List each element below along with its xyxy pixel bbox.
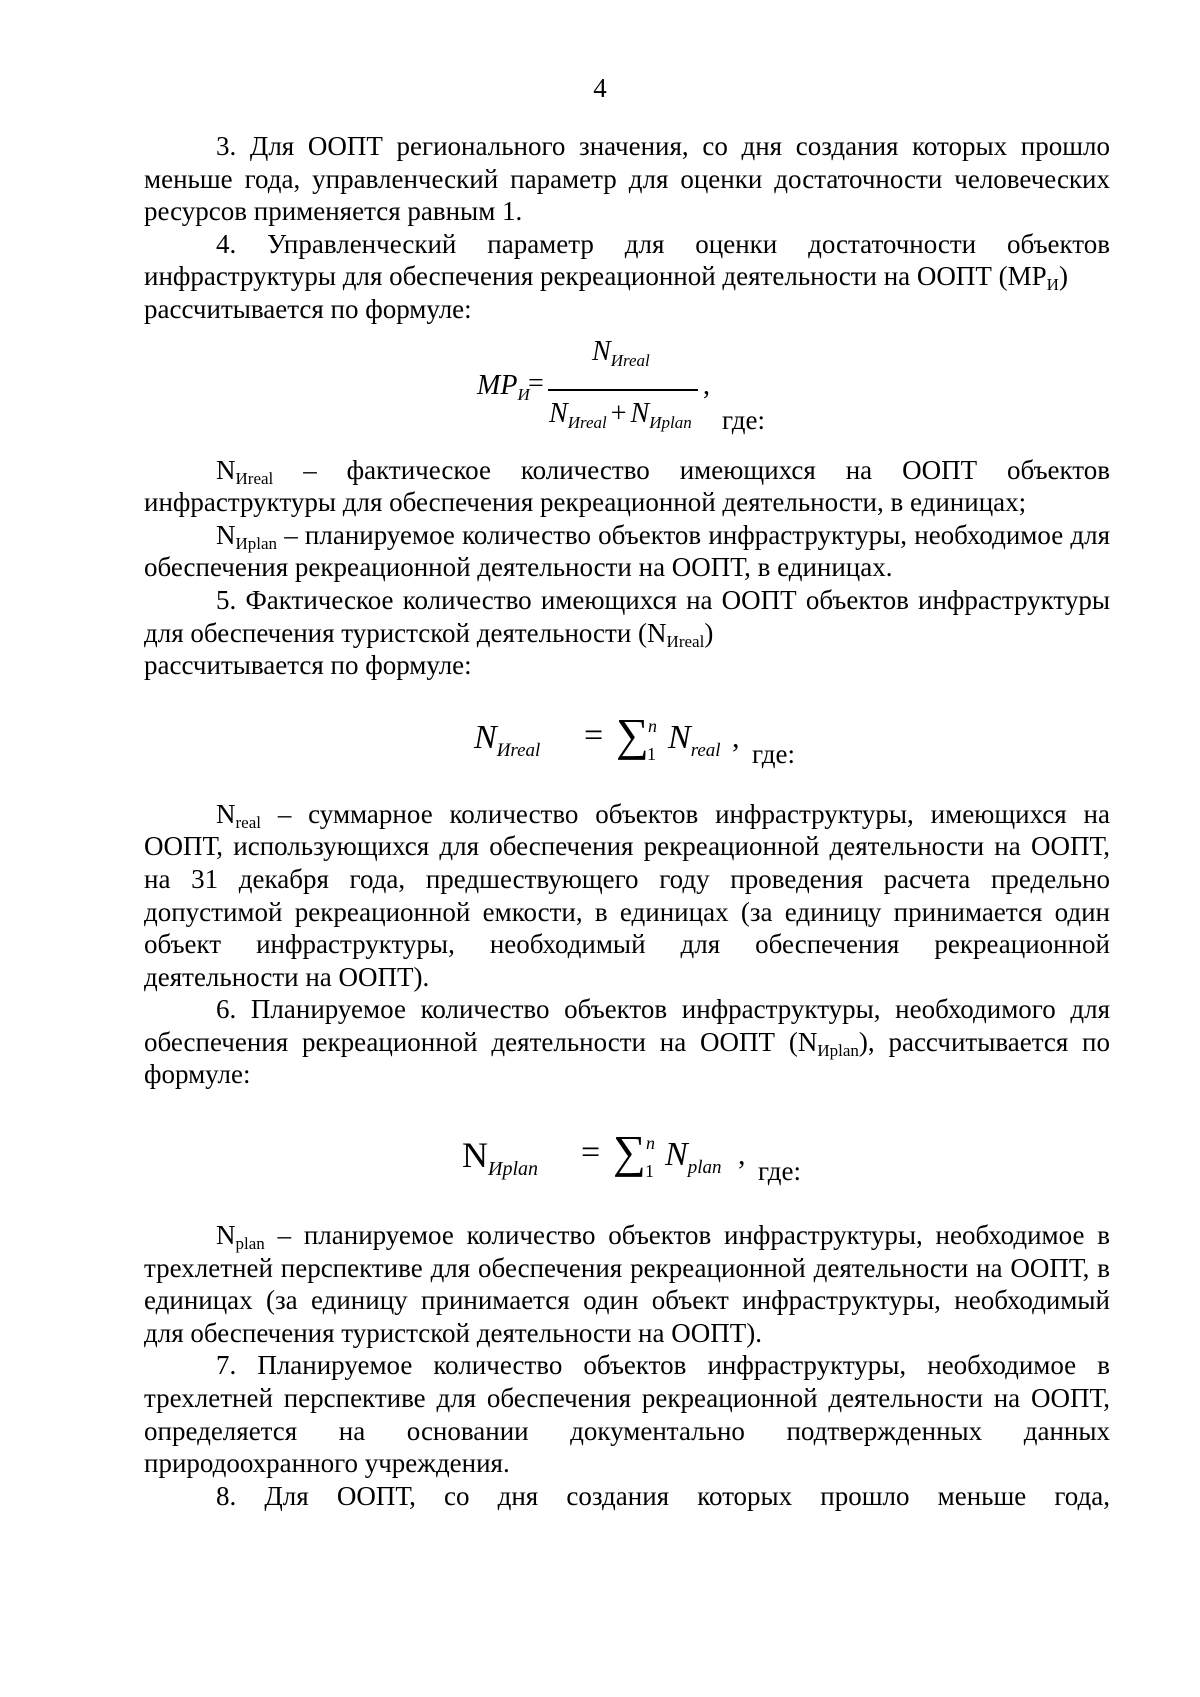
paragraph-4-sub: И [1046, 275, 1059, 295]
paragraph-6-tail: ), рассчитывается по формуле: [144, 1026, 1110, 1090]
formula-mp-i [144, 326, 1110, 454]
paragraph-5-tail: ) [704, 617, 714, 648]
definition-4-text: – планируемое количество объектов инфраструктуры, необходимое в трехлетней перспективе для обеспечения рекреационной деятельности на ООПТ, в единицах (за единицу принимается один объект инфраструктуры, необходимый для обеспечения туристской деятельности на ООПТ). [144, 1220, 1110, 1348]
formula-3-lhs-sub: Иplan [488, 1158, 538, 1181]
formula-2-lhs [474, 718, 541, 761]
formula-1-fraction-line [548, 389, 698, 391]
formula-3-rhs [665, 1136, 722, 1179]
formula-3-equals: = [581, 1134, 601, 1172]
paragraph-5-continuation: рассчитывается по формуле: [144, 650, 472, 681]
formula-3-upper: n [646, 1133, 655, 1154]
formula-1-denominator [549, 398, 692, 431]
formula-2-lhs-sub: Иreal [496, 739, 541, 761]
paragraph-6-sub: Иplan [817, 1040, 859, 1060]
formula-3-lhs [462, 1135, 538, 1181]
formula-2-sigma: ∑ [616, 708, 649, 760]
definition-1-text: – фактическое количество имеющихся на ООПТ объектов инфраструктуры для обеспечения рекреационной деятельности, в единицах; [144, 454, 1110, 518]
formula-1-den1-sub: Иreal [567, 412, 607, 432]
formula-1-lhs [477, 370, 530, 403]
formula-2-lhs-symbol: N [474, 718, 497, 756]
definition-n-plan [144, 1219, 1110, 1349]
formula-2-comma: , [732, 720, 740, 754]
formula-1-lhs-sub: И [517, 384, 530, 404]
formula-1-plus: + [610, 397, 627, 429]
definition-1-sub: Иreal [235, 468, 274, 488]
definition-3-sub: real [235, 812, 261, 832]
paragraph-7: 7. Планируемое количество объектов инфраструктуры, необходимое в трехлетней перспективе для обеспечения рекреационной деятельности на ООПТ, определяется на основании документально подтвержденных данных природоохранного учреждения. [144, 1350, 1110, 1479]
formula-1-where: где: [722, 404, 765, 435]
paragraph-5-text: 5. Фактическое количество имеющихся на ООПТ объектов инфраструктуры для обеспечения туристской деятельности (N [144, 584, 1110, 648]
definition-1-symbol: N [216, 454, 236, 485]
formula-2-where: где: [752, 738, 795, 769]
definition-n-real [144, 798, 1110, 994]
paragraph-6-text: 6. Планируемое количество объектов инфраструктуры, необходимого для обеспечения рекреационной деятельности на ООПТ (N [144, 994, 1110, 1057]
formula-1-den2-sub: Иplan [649, 412, 692, 432]
formula-3-lower: 1 [645, 1161, 654, 1182]
definition-4-symbol: N [216, 1220, 236, 1251]
paragraph-4 [144, 228, 1110, 293]
paragraph-5 [144, 584, 1110, 649]
formula-2-rhs-symbol: N [668, 718, 691, 756]
formula-2-equals: = [584, 716, 604, 754]
paragraph-5-sub: Иreal [666, 631, 705, 651]
formula-3-lhs-symbol: N [462, 1135, 488, 1176]
definition-4-sub: plan [235, 1234, 265, 1254]
definition-n-iplan [144, 519, 1110, 584]
formula-1-numerator [592, 336, 650, 369]
formula-1-num-sub: Иreal [610, 350, 650, 370]
formula-3-rhs-symbol: N [665, 1136, 688, 1174]
formula-3-sigma: ∑ [613, 1126, 646, 1178]
formula-n-ireal [144, 682, 1110, 798]
formula-1-num-symbol: N [592, 335, 611, 367]
formula-3-rhs-sub: plan [687, 1157, 722, 1179]
formula-2-rhs-sub: real [690, 739, 721, 761]
document-body [144, 130, 1110, 1512]
definition-2-text: – планируемое количество объектов инфраструктуры, необходимое для обеспечения рекреационной деятельности на ООПТ, в единицах. [144, 519, 1110, 583]
paragraph-3: 3. Для ООПТ регионального значения, со дня создания которых прошло меньше года, управленческий параметр для оценки достаточности человеческих ресурсов применяется равным 1. [144, 131, 1110, 227]
formula-1-equals: = [528, 367, 544, 399]
paragraph-6 [144, 993, 1110, 1091]
paragraph-4-text: 4. Управленческий параметр для оценки достаточности объектов инфраструктуры для обеспечения рекреационной деятельности на ООПТ (МР [144, 228, 1110, 292]
formula-1-den1-symbol: N [549, 397, 568, 429]
paragraph-8: 8. Для ООПТ, со дня создания которых прошло меньше года, [216, 1480, 1110, 1511]
definition-3-symbol: N [216, 798, 236, 829]
formula-2-rhs [668, 718, 721, 761]
formula-3-comma: , [738, 1138, 746, 1172]
formula-n-iplan [144, 1091, 1110, 1219]
formula-1-comma: , [703, 369, 710, 401]
formula-2-upper: n [648, 715, 657, 736]
definition-2-sub: Иplan [235, 533, 278, 553]
formula-3-where: где: [758, 1156, 801, 1187]
definition-2-symbol: N [216, 519, 236, 550]
definition-n-ireal [144, 454, 1110, 519]
formula-2-lower: 1 [647, 743, 656, 764]
definition-3-text: – суммарное количество объектов инфраструктуры, имеющихся на ООПТ, использующихся для обеспечения рекреационной деятельности на ООПТ, на 31 декабря года, предшествующего году проведения расчета предельно допустимой рекреационной емкости, в единицах (за единицу принимается один объект инфраструктуры, необходимый для обеспечения рекреационной деятельности на ООПТ). [144, 798, 1110, 992]
paragraph-4-tail: ) [1058, 261, 1068, 292]
formula-1-lhs-symbol: MP [477, 369, 518, 401]
paragraph-4-continuation: рассчитывается по формуле: [144, 293, 472, 324]
page-number: 4 [593, 73, 607, 103]
formula-1-den2-symbol: N [630, 397, 650, 429]
